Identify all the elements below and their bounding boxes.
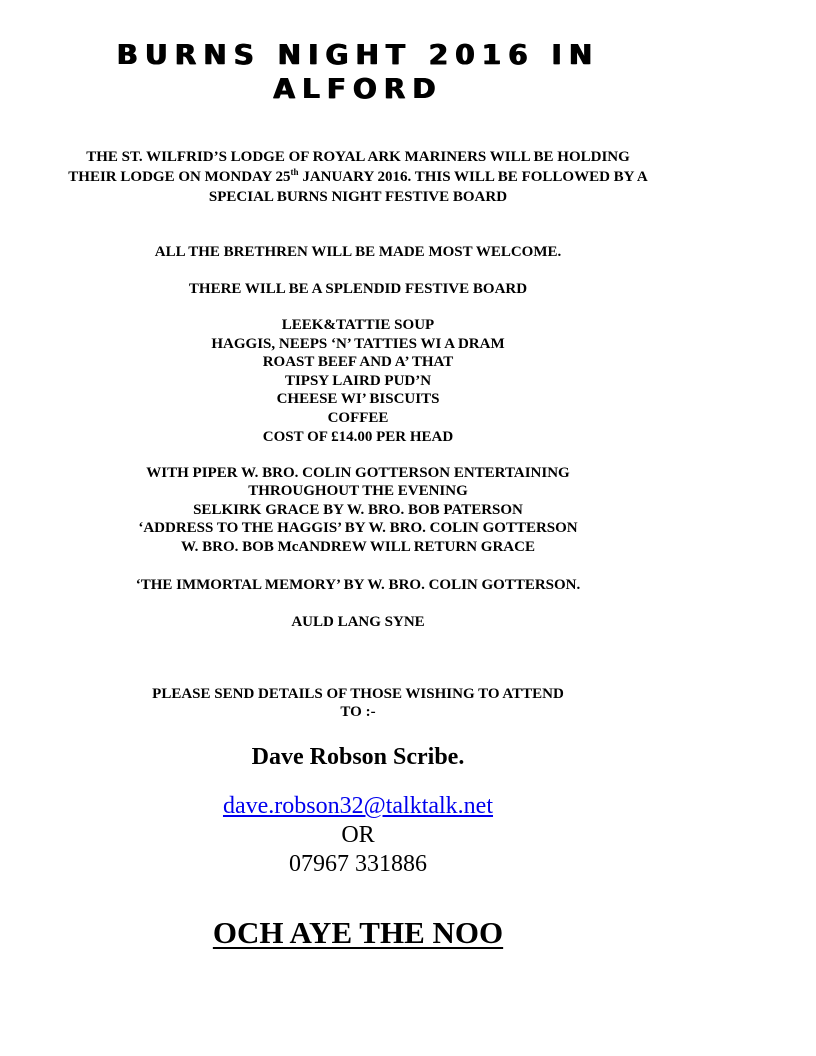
entertainment-item: THROUGHOUT THE EVENING [248,483,468,500]
closing-slogan: OCH AYE THE NOO [212,915,504,950]
entertainment-item: WITH PIPER W. BRO. COLIN GOTTERSON ENTERTAINING [146,465,570,481]
menu-price: COST OF £14.00 PER HEAD [262,428,454,445]
entertainment-list [0,464,716,556]
contact-block [0,792,716,879]
intro-line-1: THE ST. WILFRID’S LODGE OF ROYAL ARK MARINERS WILL BE HOLDING [86,149,630,165]
entertainment-item: W. BRO. BOB McANDREW WILL RETURN GRACE [181,538,535,555]
title-line-2: ALFORD [273,72,443,105]
menu-item: HAGGIS, NEEPS ‘N’ TATTIES WI A DRAM [211,335,505,352]
intro-line-2-start: THEIR LODGE ON MONDAY 25 [68,169,291,185]
or-separator: OR [341,822,375,848]
email-link[interactable]: dave.robson32@talktalk.net [222,793,494,819]
intro-line-2-end: JANUARY 2016. THIS WILL BE FOLLOWED BY A [298,169,648,185]
scribe-name: Dave Robson Scribe. [251,744,465,770]
welcome-text: ALL THE BRETHREN WILL BE MADE MOST WELCOME. [154,244,562,260]
ordinal-suffix: th [290,167,299,177]
entertainment-item: ‘ADDRESS TO THE HAGGIS’ BY W. BRO. COLIN GOTTERSON [138,520,578,537]
intro-line-3: SPECIAL BURNS NIGHT FESTIVE BOARD [208,189,508,205]
send-details-text [0,685,716,722]
immortal-memory-text: ‘THE IMMORTAL MEMORY’ BY W. BRO. COLIN GOTTERSON. [135,577,581,593]
send-details-line-2: TO :- [340,704,376,721]
title-line-1: BURNS NIGHT 2016 IN [116,38,600,71]
entertainment-item: SELKIRK GRACE BY W. BRO. BOB PATERSON [193,501,523,518]
menu-item: CHEESE WI’ BISCUITS [276,391,440,408]
send-details-line-1: PLEASE SEND DETAILS OF THOSE WISHING TO ATTEND [152,686,564,702]
intro-paragraph [0,147,716,207]
page-title [0,38,716,106]
menu-item: ROAST BEEF AND A’ THAT [262,354,454,371]
menu-item: TIPSY LAIRD PUD’N [284,372,432,389]
phone-number: 07967 331886 [289,851,427,877]
auld-lang-syne-text: AULD LANG SYNE [291,614,425,630]
menu-item: LEEK&TATTIE SOUP [281,317,435,333]
intro-line-2 [0,167,716,187]
menu-item: COFFEE [327,409,389,426]
menu-list [0,316,716,446]
festive-board-text: THERE WILL BE A SPLENDID FESTIVE BOARD [188,281,528,297]
